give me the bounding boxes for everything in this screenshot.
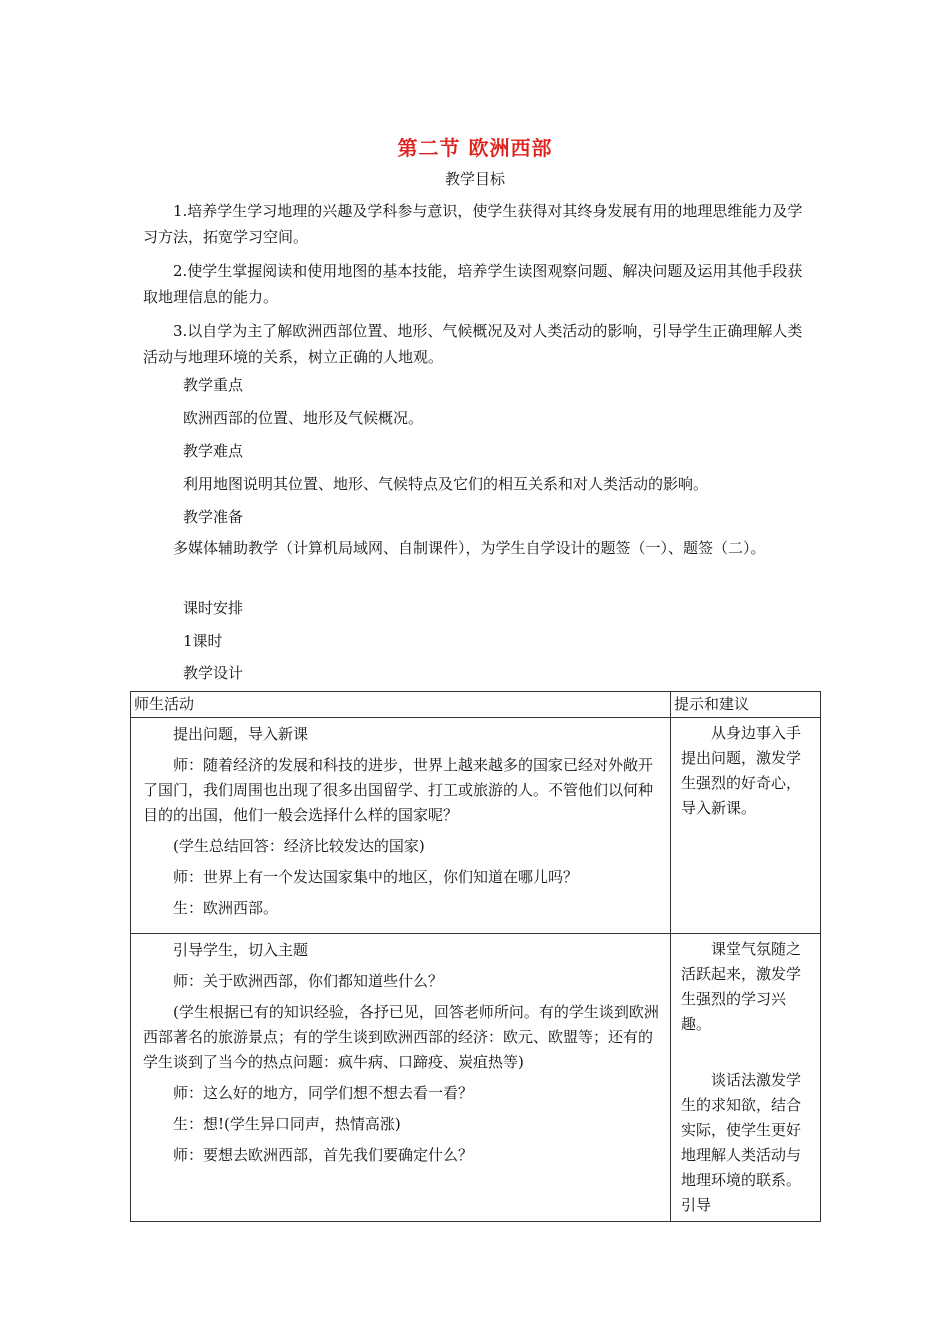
activity-line: (学生根据已有的知识经验，各抒已见，回答老师所问。有的学生谈到欧洲西部著名的旅游景点；有的学生谈到欧洲西部的经济：欧元、欧盟等；还有的学生谈到了当今的热点问题：疯牛病、口蹄疫、炭疽热等) [143,1003,659,1071]
activity-line: 师：要想去欧洲西部，首先我们要确定什么？ [173,1146,474,1164]
activity-cell [131,718,671,934]
activity-line: (学生总结回答：经济比较发达的国家) [173,837,425,855]
table-row [131,718,821,934]
schedule-heading: 课时安排 [183,599,244,617]
activity-line: 师：随着经济的发展和科技的进步，世界上越来越多的国家已经对外敞开了国门，我们周围也出现了很多出国留学、打工或旅游的人。不管他们以何种目的的出国，他们一般会选择什么样的国家呢？ [143,756,654,824]
teaching-design-table [130,691,821,1222]
activity-line: 生：想!(学生异口同声，热情高涨) [173,1115,401,1133]
prep-block [143,535,803,569]
activity-line: 师：这么好的地方，同学们想不想去看一看？ [173,1084,474,1102]
focus-heading: 教学重点 [183,376,244,394]
objective-3: 3.以自学为主了解欧洲西部位置、地形、气候概况及对人类活动的影响，引导学生正确理解人类活动与地理环境的关系，树立正确的人地观。 [143,322,803,366]
tips-cell [671,934,821,1222]
page-title: 第二节 欧洲西部 [397,136,553,160]
tip-text: 从身边事入手提出问题，激发学生强烈的好奇心，导入新课。 [681,724,802,817]
schedule-text: 1课时 [183,632,223,650]
focus-text: 欧洲西部的位置、地形及气候概况。 [183,409,424,427]
prep-text: 多媒体辅助教学（计算机局域网、自制课件），为学生自学设计的题签（一）、题签（二）。 [173,539,766,557]
header-activity: 师生活动 [131,692,671,718]
activity-cell [131,934,671,1222]
activity-line: 师：世界上有一个发达国家集中的地区，你们知道在哪儿吗？ [173,868,579,886]
activity-line: 提出问题，导入新课 [173,725,309,743]
prep-heading: 教学准备 [183,508,244,526]
header-tips: 提示和建议 [671,692,821,718]
activity-line: 师：关于欧洲西部，你们都知道些什么？ [173,972,444,990]
objective-2: 2.使学生掌握阅读和使用地图的基本技能，培养学生读图观察问题、解决问题及运用其他手段获取地理信息的能力。 [143,262,803,306]
objective-1: 1.培养学生学习地理的兴趣及学科参与意识，使学生获得对其终身发展有用的地理思维能力及学习方法，拓宽学习空间。 [143,202,803,246]
activity-line: 生：欧洲西部。 [173,899,279,917]
tip-text: 谈话法激发学生的求知欲，结合实际，使学生更好地理解人类活动与地理环境的联系。引导 [681,1071,802,1214]
page-subtitle: 教学目标 [444,170,505,188]
activity-line: 引导学生，切入主题 [173,941,309,959]
design-heading: 教学设计 [183,664,244,682]
tips-cell [671,718,821,934]
objectives-block [143,198,803,378]
difficulty-text: 利用地图说明其位置、地形、气候特点及它们的相互关系和对人类活动的影响。 [183,475,709,493]
tip-text: 课堂气氛随之活跃起来，激发学生强烈的学习兴趣。 [681,940,802,1033]
difficulty-heading: 教学难点 [183,442,244,460]
table-row [131,934,821,1222]
table-header-row [131,692,821,718]
